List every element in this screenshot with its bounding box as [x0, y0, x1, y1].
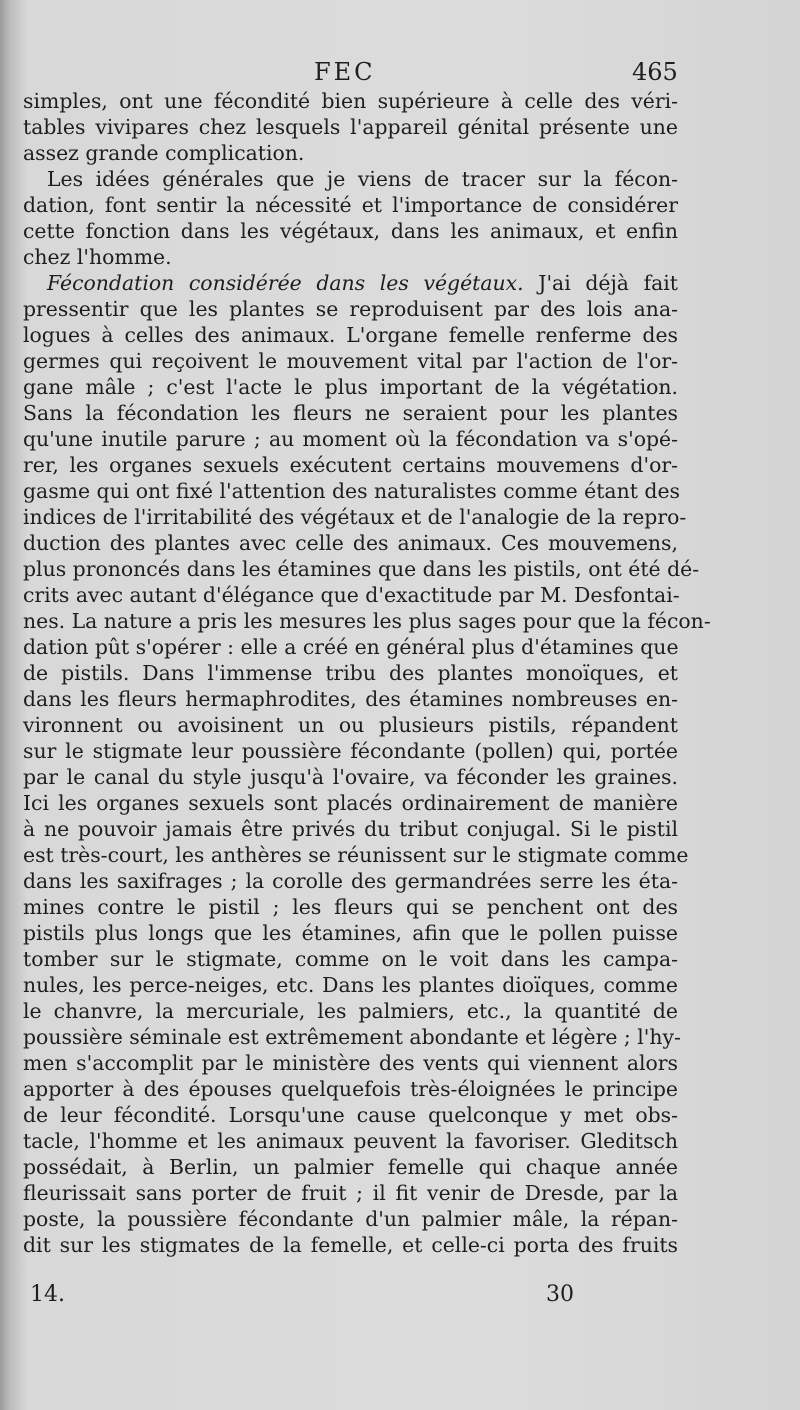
section-heading: Fécondation considérée dans les végétaux. — [47, 271, 524, 295]
text-line: sur le stigmate leur poussière fécondante (pollen) qui, portée — [23, 739, 678, 763]
body-text — [23, 88, 711, 1258]
text-line: mines contre le pistil ; les fleurs qui se penchent ont des — [23, 895, 678, 919]
text-line: simples, ont une fécondité bien supérieure à celle des véri- — [23, 89, 678, 113]
text-line: nes. La nature a pris les mesures les plus sages pour que la fécon- — [23, 609, 711, 633]
text-line: le chanvre, la mercuriale, les palmiers, etc., la quantité de — [23, 999, 678, 1023]
signature-mark: 14. — [30, 1282, 65, 1307]
text-line: indices de l'irritabilité des végétaux et de l'analogie de la repro- — [23, 505, 687, 529]
text-line: fleurissait sans porter de fruit ; il fit venir de Dresde, par la — [23, 1181, 678, 1205]
text-line: crits avec autant d'élégance que d'exactitude par M. Desfontai- — [23, 583, 680, 607]
text-line: de leur fécondité. Lorsqu'une cause quelconque y met obs- — [23, 1103, 678, 1127]
text-line: Sans la fécondation les fleurs ne seraient pour les plantes — [23, 401, 678, 425]
page-footer — [0, 1282, 800, 1312]
text-line: dation, font sentir la nécessité et l'importance de considérer — [23, 193, 678, 217]
text-line: germes qui reçoivent le mouvement vital par l'action de l'or- — [23, 349, 678, 373]
text-line: men s'accomplit par le ministère des vents qui viennent alors — [23, 1051, 678, 1075]
section-heading-line — [23, 270, 678, 296]
text-line: plus prononcés dans les étamines que dans les pistils, ont été dé- — [23, 557, 700, 581]
text-line: par le canal du style jusqu'à l'ovaire, va féconder les graines. — [23, 765, 678, 789]
text-line: poste, la poussière fécondante d'un palmier mâle, la répan- — [23, 1207, 678, 1231]
text-line: assez grande complication. — [23, 141, 305, 165]
text-line: de pistils. Dans l'immense tribu des plantes monoïques, et — [23, 661, 678, 685]
text-line: dans les fleurs hermaphrodites, des étamines nombreuses en- — [23, 687, 678, 711]
text-line: qu'une inutile parure ; au moment où la fécondation va s'opé- — [23, 427, 678, 451]
text-line: possédait, à Berlin, un palmier femelle qui chaque année — [23, 1155, 678, 1179]
running-head: FEC — [314, 58, 376, 86]
text-line: gane mâle ; c'est l'acte le plus important de la végétation. — [23, 375, 678, 399]
text-line: logues à celles des animaux. L'organe femelle renferme des — [23, 323, 678, 347]
text-line: Ici les organes sexuels sont placés ordinairement de manière — [23, 791, 678, 815]
text-line: dation pût s'opérer : elle a créé en général plus d'étamines que — [23, 635, 679, 659]
text-line: dit sur les stigmates de la femelle, et celle-ci porta des fruits — [23, 1233, 678, 1257]
text-line: à ne pouvoir jamais être privés du tribut conjugal. Si le pistil — [23, 817, 678, 841]
page-number: 465 — [632, 58, 678, 86]
folio-mark: 30 — [546, 1282, 574, 1307]
text-line: nules, les perce-neiges, etc. Dans les plantes dioïques, comme — [23, 973, 678, 997]
text-line: chez l'homme. — [23, 245, 172, 269]
text-line: duction des plantes avec celle des animaux. Ces mouvemens, — [23, 531, 678, 555]
text-line: gasme qui ont fixé l'attention des naturalistes comme étant des — [23, 479, 680, 503]
text-line: tomber sur le stigmate, comme on le voit dans les campa- — [23, 947, 678, 971]
text-line: vironnent ou avoisinent un ou plusieurs pistils, répandent — [23, 713, 678, 737]
text-line: pistils plus longs que les étamines, afin que le pollen puisse — [23, 921, 678, 945]
text-line: poussière séminale est extrêmement abondante et légère ; l'hy- — [23, 1025, 681, 1049]
text-line: dans les saxifrages ; la corolle des germandrées serre les éta- — [23, 869, 678, 893]
text-line: cette fonction dans les végétaux, dans les animaux, et enfin — [23, 219, 678, 243]
text-line: pressentir que les plantes se reproduisent par des lois ana- — [23, 297, 678, 321]
text-line: rer, les organes sexuels exécutent certains mouvemens d'or- — [23, 453, 678, 477]
text-fragment: J'ai déjà fait — [538, 271, 678, 295]
text-line: est très-court, les anthères se réunissent sur le stigmate comme — [23, 843, 689, 867]
text-line: tables vivipares chez lesquels l'appareil génital présente une — [23, 115, 678, 139]
text-line: apporter à des épouses quelquefois très-éloignées le principe — [23, 1077, 678, 1101]
text-line: Les idées générales que je viens de tracer sur la fécon- — [47, 167, 678, 191]
text-line: tacle, l'homme et les animaux peuvent la favoriser. Gleditsch — [23, 1129, 678, 1153]
